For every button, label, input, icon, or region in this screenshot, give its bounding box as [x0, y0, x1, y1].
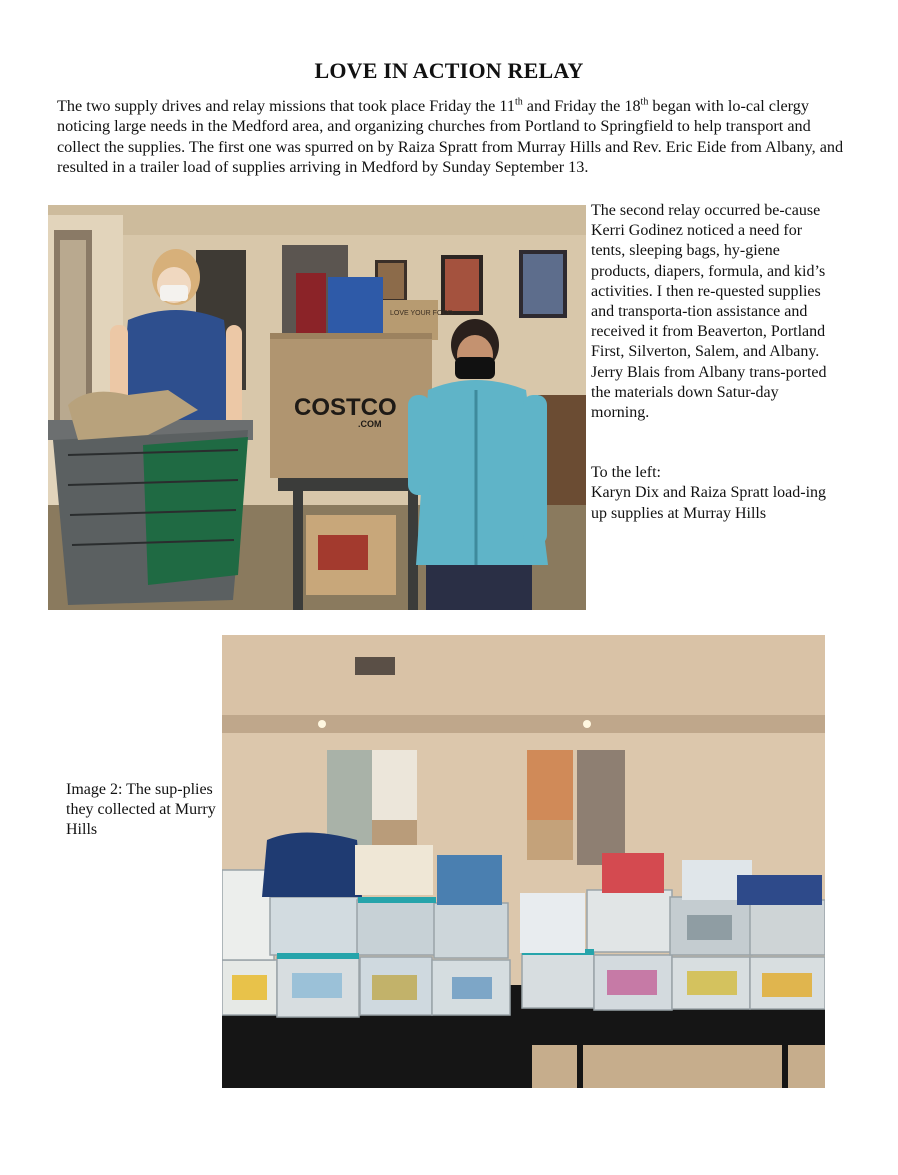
- page-title: LOVE IN ACTION RELAY: [314, 58, 584, 83]
- ceiling-vent: [355, 657, 395, 675]
- costco-logo-sub: .COM: [358, 419, 382, 429]
- photo-collected-supplies: [222, 635, 825, 1088]
- costco-logo: COSTCO: [294, 394, 397, 421]
- intro-part-2: and Friday the 18: [522, 97, 641, 115]
- bag-label: LOVE YOUR FOOD: [390, 310, 453, 317]
- intro-part-1: The two supply drives and relay missions that took place Friday the 11: [57, 97, 515, 115]
- photo2-caption: [66, 780, 216, 841]
- photo2-caption-text: Image 2: The sup-plies they collected at Murry Hills: [66, 781, 216, 839]
- intro-superscript-2: th: [640, 96, 649, 108]
- intro-paragraph: [57, 96, 847, 177]
- photo-supplies-illustration: [222, 635, 825, 1088]
- photo-volunteers-illustration: [48, 205, 586, 610]
- diaper-pack: [437, 855, 502, 905]
- sleeping-bag: [262, 833, 362, 898]
- photo1-caption-text: Karyn Dix and Raiza Spratt load-ing up supplies at Murray Hills: [591, 484, 827, 522]
- diaper-box: [355, 845, 433, 895]
- side-column: [591, 201, 836, 524]
- intro-superscript-1: th: [514, 96, 523, 108]
- second-relay-paragraph: The second relay occurred be-cause Kerri Godinez noticed a need for tents, sleeping bags, hy-giene products, diapers, formula, and kid’s activities. I then re-quested supplies and transporta-tion assistance and received it from Beaverton, Portland First, Silverton, Salem, and Albany. Jerry Blais from Albany trans-ported the materials down Satur-day morning.: [591, 202, 827, 422]
- photo1-caption-heading: To the left:: [591, 464, 661, 482]
- intro-part-3: began with lo-cal clergy noticing large needs in the Medford area, and organizing churches from Portland to Springfield to help transport and collect the supplies. The first one was spurred on by Raiza Spratt from Murray Hills and Rev. Eric Eide from Albany, and resulted in a trailer load of supplies arriving in Medford by Sunday September 13.: [57, 97, 844, 176]
- photo-volunteers-loading: [48, 205, 586, 610]
